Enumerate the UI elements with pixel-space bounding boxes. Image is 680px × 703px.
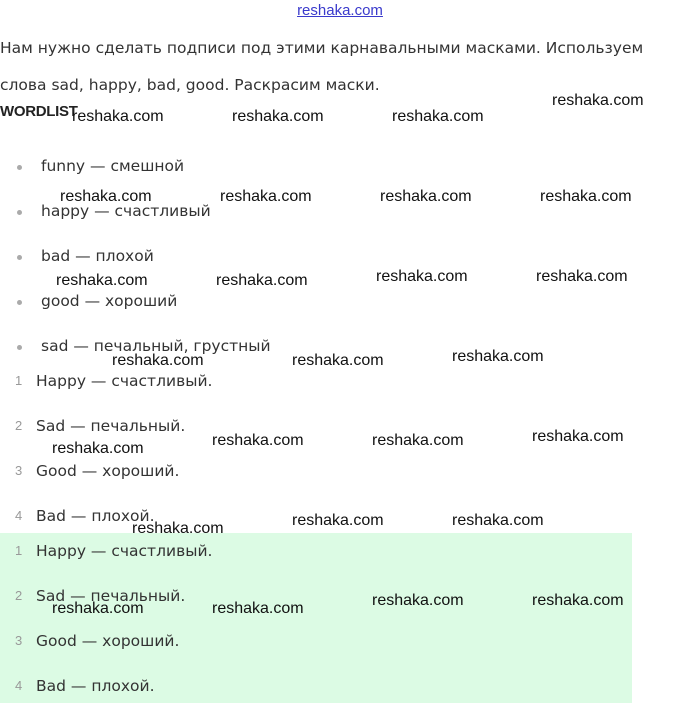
bullet-icon — [17, 210, 22, 215]
answer-text: Sad — печальный. — [36, 417, 186, 435]
watermark: reshaka.com — [232, 108, 324, 125]
watermark: reshaka.com — [52, 600, 144, 617]
answer-number: 2 — [15, 588, 23, 603]
answer-text: Happy — счастливый. — [36, 542, 213, 560]
answer-number: 2 — [15, 418, 23, 433]
intro-paragraph: Нам нужно сделать подписи под этими карнавальными масками. Используем слова sad, happy, bad, good. Раскрасим маски. — [0, 39, 644, 94]
watermark: reshaka.com — [292, 512, 384, 529]
watermark: reshaka.com — [292, 352, 384, 369]
watermark: reshaka.com — [376, 268, 468, 285]
watermark: reshaka.com — [60, 188, 152, 205]
bullet-icon — [17, 165, 22, 170]
watermark: reshaka.com — [392, 108, 484, 125]
wordlist-item-text: good — хороший — [41, 292, 178, 310]
watermark: reshaka.com — [552, 92, 644, 109]
watermark: reshaka.com — [212, 600, 304, 617]
watermark: reshaka.com — [72, 108, 164, 125]
watermark: reshaka.com — [532, 592, 624, 609]
watermark: reshaka.com — [540, 188, 632, 205]
answer-number: 3 — [15, 633, 23, 648]
watermark: reshaka.com — [216, 272, 308, 289]
watermark: reshaka.com — [372, 592, 464, 609]
watermark: reshaka.com — [452, 348, 544, 365]
wordlist-item-text: happy — счастливый — [41, 202, 211, 220]
wordlist-heading: WORDLIST — [0, 103, 78, 120]
watermark: reshaka.com — [380, 188, 472, 205]
watermark: reshaka.com — [52, 440, 144, 457]
watermark: reshaka.com — [212, 432, 304, 449]
site-header-link[interactable]: reshaka.com — [297, 2, 383, 19]
watermark: reshaka.com — [532, 428, 624, 445]
watermark: reshaka.com — [452, 512, 544, 529]
wordlist-item-text: bad — плохой — [41, 247, 154, 265]
answer-text: Happy — счастливый. — [36, 372, 213, 390]
answer-number: 4 — [15, 508, 23, 523]
watermark: reshaka.com — [220, 188, 312, 205]
answer-text: Good — хороший. — [36, 632, 180, 650]
wordlist-item-text: funny — смешной — [41, 157, 185, 175]
answer-text: Bad — плохой. — [36, 507, 155, 525]
watermark: reshaka.com — [132, 520, 224, 537]
answer-number: 1 — [15, 543, 23, 558]
answer-text: Sad — печальный. — [36, 587, 186, 605]
watermark: reshaka.com — [56, 272, 148, 289]
wordlist-item-text: sad — печальный, грустный — [41, 337, 271, 355]
answer-number: 3 — [15, 463, 23, 478]
answer-number: 1 — [15, 373, 23, 388]
watermark: reshaka.com — [112, 352, 204, 369]
bullet-icon — [17, 255, 22, 260]
answer-number: 4 — [15, 678, 23, 693]
bullet-icon — [17, 300, 22, 305]
answer-text: Good — хороший. — [36, 462, 180, 480]
watermark: reshaka.com — [536, 268, 628, 285]
bullet-icon — [17, 345, 22, 350]
answer-text: Bad — плохой. — [36, 677, 155, 695]
watermark: reshaka.com — [372, 432, 464, 449]
